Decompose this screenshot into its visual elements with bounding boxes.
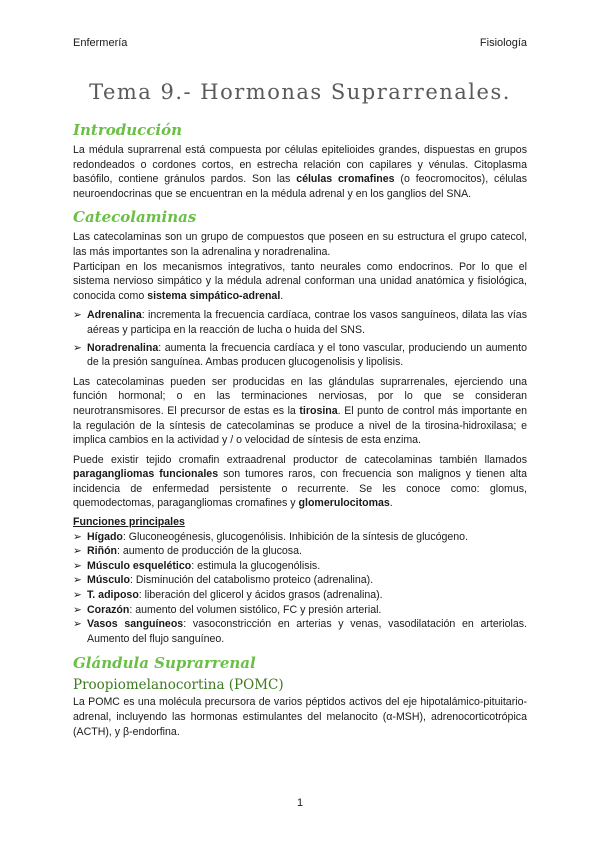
- catecolaminas-paragraph-1: Las catecolaminas son un grupo de compuestos que poseen en su estructura el grupo catecol, las más importantes son la adrenalina y noradrenalina.: [73, 231, 527, 258]
- arrow-bullet-icon: ➢: [73, 589, 82, 602]
- list-item-adrenalina: ➢ Adrenalina: incrementa la frecuencia cardíaca, contrae los vasos sanguíneos, dilata las vías aéreas y participa en la reacción de lucha o huida del SNS.: [73, 309, 527, 336]
- list-item: ➢ T. adiposo: liberación del glicerol y ácidos grasos (adrenalina).: [73, 589, 383, 602]
- bold-term: tirosina: [299, 404, 338, 417]
- list-item: ➢ Vasos sanguíneos: vasoconstricción en arterias y venas, vasodilatación en arteriolas. Aumento del flujo sanguíneo.: [73, 618, 527, 645]
- document-body: [73, 119, 527, 744]
- catecolaminas-paragraph-2: Participan en los mecanismos integrativos, tanto neurales como endocrinos. Por lo que el sistema nervioso simpático y la médula adrenal conforman una unidad anatómica y fisiológica, conocida como sistema simpático-adrenal.: [73, 260, 527, 302]
- arrow-bullet-icon: ➢: [73, 309, 82, 322]
- subsection-heading-pomc: Proopiomelanocortina (POMC): [73, 677, 284, 694]
- list-item: ➢ Músculo esquelético: estimula la glucogenólisis.: [73, 559, 321, 572]
- arrow-bullet-icon: ➢: [73, 559, 82, 572]
- page-title: Tema 9.- Hormonas Suprarrenales.: [89, 80, 511, 104]
- bold-term: paragangliomas funcionales: [73, 468, 219, 481]
- arrow-bullet-icon: ➢: [73, 530, 82, 543]
- catecolaminas-paragraph-4: Puede existir tejido cromafin extraadrenal productor de catecolaminas también llamados paragangliomas funcionales son tumores raros, con frecuencia son malignos y tienen alta incidencia de enfermedad persistente o recurrente. Se les conoce como: glomus, quemodectomas, paragangliomas cromafines y glomerulocitomas.: [73, 453, 527, 510]
- funciones-title: Funciones principales: [73, 516, 185, 529]
- header-subject: Enfermería: [73, 37, 128, 49]
- hormone-list: [73, 308, 527, 369]
- list-item: ➢ Riñón: aumento de producción de la glucosa.: [73, 545, 302, 558]
- glandula-paragraph-1: La POMC es una molécula precursora de varios péptidos activos del eje hipotalámico-pituitario-adrenal, incluyendo las hormonas estimulantes del melanocito (α-MSH), adrenocorticotrópica (ACTH), y β-endorfina.: [73, 696, 527, 738]
- arrow-bullet-icon: ➢: [73, 603, 82, 616]
- arrow-bullet-icon: ➢: [73, 341, 82, 354]
- bold-term: glomerulocitomas: [298, 497, 390, 510]
- arrow-bullet-icon: ➢: [73, 618, 82, 631]
- list-item: ➢ Corazón: aumento del volumen sistólico, FC y presión arterial.: [73, 603, 382, 616]
- funciones-list: [73, 530, 527, 647]
- arrow-bullet-icon: ➢: [73, 574, 82, 587]
- section-heading-glandula: Glándula Suprarrenal: [73, 654, 256, 673]
- page-number: 1: [296, 797, 304, 809]
- intro-paragraph: La médula suprarrenal está compuesta por células epitelioides grandes, dispuestas en grupos redondeados o cordones cortos, en estrecha relación con capilares y vénulas. Citoplasma basófilo, contiene gránulos pardos. Son las células cromafines (o feocromocitos), células neuroendocrinas que se encuentran en la médula adrenal y en los ganglios del SNA.: [73, 144, 527, 200]
- section-heading-introduccion: Introducción: [73, 121, 183, 139]
- bold-term: sistema simpático-adrenal: [147, 289, 281, 302]
- list-item: ➢ Hígado: Gluconeogénesis, glucogenólisis. Inhibición de la síntesis de glucógeno.: [73, 530, 469, 543]
- header-course: Fisiología: [479, 37, 527, 49]
- arrow-bullet-icon: ➢: [73, 545, 82, 558]
- list-item: ➢ Músculo: Disminución del catabolismo proteico (adrenalina).: [73, 574, 374, 587]
- section-heading-catecolaminas: Catecolaminas: [73, 208, 197, 227]
- bold-term: células cromafines: [296, 173, 395, 186]
- catecolaminas-paragraph-3: Las catecolaminas pueden ser producidas en las glándulas suprarrenales, ejerciendo una función hormonal; o en las terminaciones nerviosas, por lo que se consideran neurotransmisores. El precursor de estas es la tirosina. El punto de control más importante en la regulación de la síntesis de catecolaminas se produce a nivel de la tirosina-hidroxilasa; e implica cambios en la actividad y / o velocidad de síntesis de esta enzima.: [73, 375, 527, 447]
- list-item-noradrenalina: ➢ Noradrenalina: aumenta la frecuencia cardíaca y el tono vascular, produciendo un aumento de la presión sanguínea. Ambas producen glucogenolisis y lipolisis.: [73, 341, 527, 369]
